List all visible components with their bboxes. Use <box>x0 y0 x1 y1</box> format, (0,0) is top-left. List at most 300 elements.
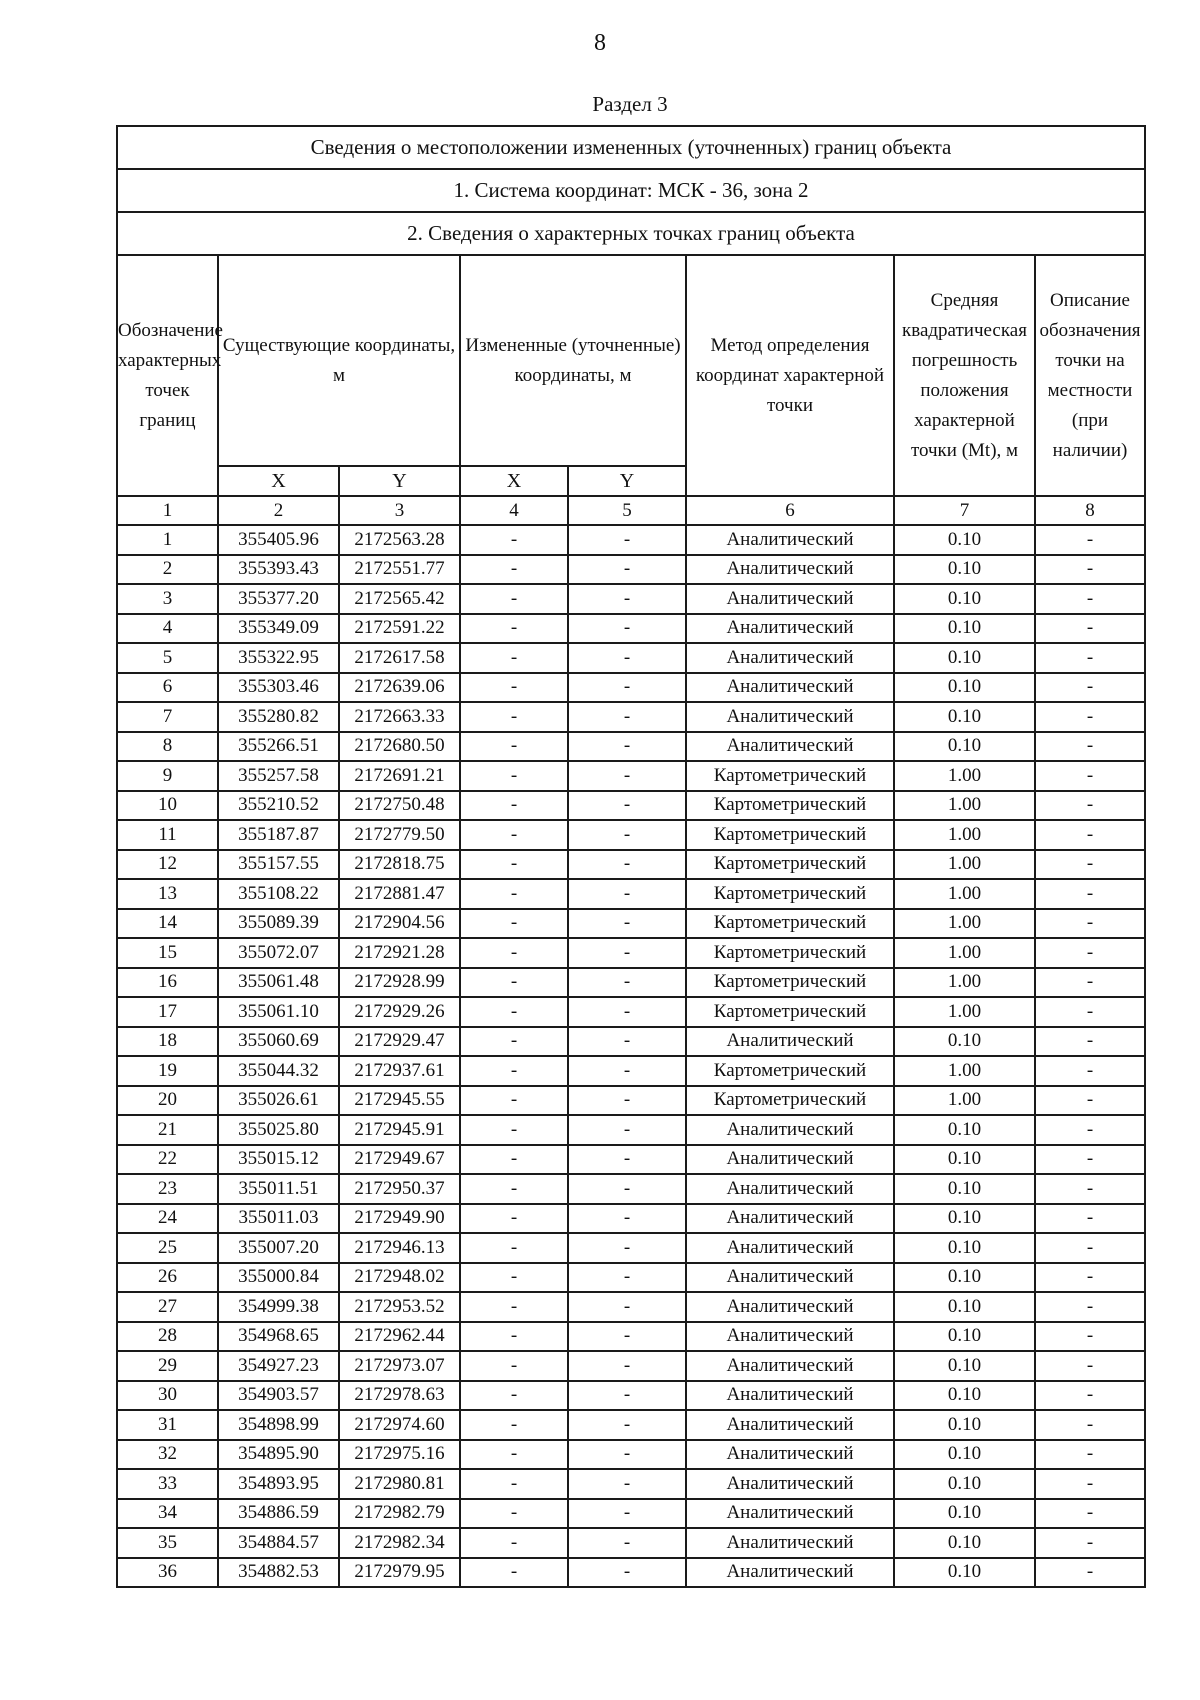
column-number: 5 <box>568 496 686 525</box>
point-number-cell: 30 <box>117 1381 218 1411</box>
point-number-cell: 19 <box>117 1056 218 1086</box>
changed-x-cell: - <box>460 1086 568 1116</box>
changed-x-cell: - <box>460 555 568 585</box>
changed-x-cell: - <box>460 1056 568 1086</box>
error-mt-cell: 0.10 <box>894 1469 1035 1499</box>
error-mt-cell: 0.10 <box>894 1027 1035 1057</box>
description-cell: - <box>1035 1263 1145 1293</box>
point-number-cell: 20 <box>117 1086 218 1116</box>
table-row <box>117 643 1145 673</box>
point-number-cell: 32 <box>117 1440 218 1470</box>
table-row <box>117 1528 1145 1558</box>
table-row <box>117 584 1145 614</box>
method-cell: Аналитический <box>686 1174 894 1204</box>
error-mt-cell: 0.10 <box>894 1410 1035 1440</box>
description-cell: - <box>1035 1351 1145 1381</box>
changed-y-cell: - <box>568 968 686 998</box>
error-mt-cell: 1.00 <box>894 909 1035 939</box>
error-mt-cell: 0.10 <box>894 1558 1035 1588</box>
point-number-cell: 16 <box>117 968 218 998</box>
description-cell: - <box>1035 1233 1145 1263</box>
point-number-cell: 22 <box>117 1145 218 1175</box>
existing-x-cell: 355157.55 <box>218 850 339 880</box>
description-cell: - <box>1035 525 1145 555</box>
point-number-cell: 1 <box>117 525 218 555</box>
changed-y-cell: - <box>568 1292 686 1322</box>
error-mt-cell: 0.10 <box>894 1528 1035 1558</box>
method-cell: Аналитический <box>686 1027 894 1057</box>
section-title: Раздел 3 <box>592 92 668 116</box>
table-row <box>117 1381 1145 1411</box>
error-mt-cell: 0.10 <box>894 1322 1035 1352</box>
point-number-cell: 35 <box>117 1528 218 1558</box>
header-changed-coords: Измененные (уточненные) координаты, м <box>460 255 686 466</box>
description-cell: - <box>1035 1410 1145 1440</box>
method-cell: Картометрический <box>686 1056 894 1086</box>
error-mt-cell: 0.10 <box>894 1204 1035 1234</box>
error-mt-cell: 0.10 <box>894 584 1035 614</box>
existing-x-cell: 355187.87 <box>218 820 339 850</box>
error-mt-cell: 0.10 <box>894 732 1035 762</box>
method-cell: Аналитический <box>686 1469 894 1499</box>
method-cell: Аналитический <box>686 702 894 732</box>
method-cell: Аналитический <box>686 1322 894 1352</box>
changed-y-cell: - <box>568 1233 686 1263</box>
method-cell: Аналитический <box>686 1263 894 1293</box>
changed-x-cell: - <box>460 820 568 850</box>
existing-x-cell: 355349.09 <box>218 614 339 644</box>
changed-x-cell: - <box>460 1027 568 1057</box>
error-mt-cell: 1.00 <box>894 850 1035 880</box>
point-number-cell: 13 <box>117 879 218 909</box>
changed-x-cell: - <box>460 702 568 732</box>
existing-y-cell: 2172973.07 <box>339 1351 460 1381</box>
existing-y-cell: 2172680.50 <box>339 732 460 762</box>
error-mt-cell: 0.10 <box>894 1499 1035 1529</box>
point-number-cell: 21 <box>117 1115 218 1145</box>
description-cell: - <box>1035 761 1145 791</box>
error-mt-cell: 0.10 <box>894 1292 1035 1322</box>
column-number: 2 <box>218 496 339 525</box>
description-cell: - <box>1035 938 1145 968</box>
description-cell: - <box>1035 1528 1145 1558</box>
error-mt-cell: 0.10 <box>894 1174 1035 1204</box>
method-cell: Аналитический <box>686 1528 894 1558</box>
changed-x-cell: - <box>460 643 568 673</box>
existing-y-cell: 2172982.79 <box>339 1499 460 1529</box>
method-cell: Аналитический <box>686 614 894 644</box>
changed-y-cell: - <box>568 673 686 703</box>
column-number: 8 <box>1035 496 1145 525</box>
table-row <box>117 909 1145 939</box>
existing-x-cell: 355060.69 <box>218 1027 339 1057</box>
table-row <box>117 938 1145 968</box>
error-mt-cell: 1.00 <box>894 1056 1035 1086</box>
existing-x-cell: 355266.51 <box>218 732 339 762</box>
table-row <box>117 673 1145 703</box>
description-cell: - <box>1035 732 1145 762</box>
method-cell: Аналитический <box>686 732 894 762</box>
point-number-cell: 8 <box>117 732 218 762</box>
table-row <box>117 997 1145 1027</box>
error-mt-cell: 0.10 <box>894 525 1035 555</box>
changed-y-cell: - <box>568 1263 686 1293</box>
method-cell: Аналитический <box>686 1292 894 1322</box>
existing-y-cell: 2172979.95 <box>339 1558 460 1588</box>
boundary-points-table <box>116 125 1146 1588</box>
point-number-cell: 5 <box>117 643 218 673</box>
existing-x-cell: 354893.95 <box>218 1469 339 1499</box>
method-cell: Аналитический <box>686 525 894 555</box>
error-mt-cell: 0.10 <box>894 1351 1035 1381</box>
table-row <box>117 1469 1145 1499</box>
description-cell: - <box>1035 1499 1145 1529</box>
method-cell: Картометрический <box>686 909 894 939</box>
changed-x-cell: - <box>460 1558 568 1588</box>
description-cell: - <box>1035 1558 1145 1588</box>
table-row <box>117 1027 1145 1057</box>
existing-x-cell: 355025.80 <box>218 1115 339 1145</box>
error-mt-cell: 0.10 <box>894 555 1035 585</box>
existing-y-cell: 2172978.63 <box>339 1381 460 1411</box>
existing-x-cell: 355015.12 <box>218 1145 339 1175</box>
changed-y-cell: - <box>568 702 686 732</box>
changed-y-cell: - <box>568 1027 686 1057</box>
description-cell: - <box>1035 673 1145 703</box>
column-number: 7 <box>894 496 1035 525</box>
method-cell: Аналитический <box>686 1410 894 1440</box>
column-number-row <box>117 496 1145 525</box>
existing-x-cell: 355026.61 <box>218 1086 339 1116</box>
existing-x-cell: 355011.03 <box>218 1204 339 1234</box>
existing-y-cell: 2172881.47 <box>339 879 460 909</box>
column-number: 4 <box>460 496 568 525</box>
existing-x-cell: 355377.20 <box>218 584 339 614</box>
existing-y-cell: 2172921.28 <box>339 938 460 968</box>
point-number-cell: 6 <box>117 673 218 703</box>
changed-y-cell: - <box>568 1558 686 1588</box>
existing-x-cell: 355011.51 <box>218 1174 339 1204</box>
error-mt-cell: 1.00 <box>894 1086 1035 1116</box>
existing-y-cell: 2172975.16 <box>339 1440 460 1470</box>
changed-y-cell: - <box>568 643 686 673</box>
method-cell: Аналитический <box>686 584 894 614</box>
changed-y-cell: - <box>568 761 686 791</box>
existing-x-cell: 355280.82 <box>218 702 339 732</box>
existing-y-cell: 2172617.58 <box>339 643 460 673</box>
changed-x-cell: - <box>460 1440 568 1470</box>
changed-y-cell: - <box>568 1351 686 1381</box>
existing-x-cell: 355108.22 <box>218 879 339 909</box>
header-existing-x: X <box>218 466 339 496</box>
existing-x-cell: 355303.46 <box>218 673 339 703</box>
changed-x-cell: - <box>460 614 568 644</box>
changed-y-cell: - <box>568 1528 686 1558</box>
changed-x-cell: - <box>460 732 568 762</box>
header-changed-x: X <box>460 466 568 496</box>
changed-x-cell: - <box>460 1204 568 1234</box>
method-cell: Аналитический <box>686 1204 894 1234</box>
existing-y-cell: 2172980.81 <box>339 1469 460 1499</box>
table-row <box>117 1204 1145 1234</box>
changed-x-cell: - <box>460 997 568 1027</box>
table-row <box>117 732 1145 762</box>
changed-y-cell: - <box>568 1410 686 1440</box>
existing-y-cell: 2172937.61 <box>339 1056 460 1086</box>
changed-x-cell: - <box>460 968 568 998</box>
existing-y-cell: 2172591.22 <box>339 614 460 644</box>
existing-y-cell: 2172945.91 <box>339 1115 460 1145</box>
description-cell: - <box>1035 1322 1145 1352</box>
description-cell: - <box>1035 1469 1145 1499</box>
method-cell: Картометрический <box>686 879 894 909</box>
changed-x-cell: - <box>460 525 568 555</box>
error-mt-cell: 1.00 <box>894 997 1035 1027</box>
existing-x-cell: 354999.38 <box>218 1292 339 1322</box>
error-mt-cell: 0.10 <box>894 1145 1035 1175</box>
changed-x-cell: - <box>460 584 568 614</box>
description-cell: - <box>1035 643 1145 673</box>
changed-x-cell: - <box>460 850 568 880</box>
error-mt-cell: 0.10 <box>894 614 1035 644</box>
existing-x-cell: 355210.52 <box>218 791 339 821</box>
description-cell: - <box>1035 1115 1145 1145</box>
changed-x-cell: - <box>460 909 568 939</box>
changed-x-cell: - <box>460 1233 568 1263</box>
point-number-cell: 25 <box>117 1233 218 1263</box>
method-cell: Аналитический <box>686 1558 894 1588</box>
changed-y-cell: - <box>568 584 686 614</box>
description-cell: - <box>1035 909 1145 939</box>
description-cell: - <box>1035 791 1145 821</box>
changed-y-cell: - <box>568 1469 686 1499</box>
method-cell: Аналитический <box>686 1381 894 1411</box>
table-row <box>117 614 1145 644</box>
existing-y-cell: 2172946.13 <box>339 1233 460 1263</box>
table-row <box>117 1263 1145 1293</box>
description-cell: - <box>1035 1145 1145 1175</box>
point-number-cell: 34 <box>117 1499 218 1529</box>
error-mt-cell: 1.00 <box>894 879 1035 909</box>
existing-y-cell: 2172565.42 <box>339 584 460 614</box>
table-row <box>117 850 1145 880</box>
existing-y-cell: 2172974.60 <box>339 1410 460 1440</box>
error-mt-cell: 1.00 <box>894 820 1035 850</box>
point-number-cell: 17 <box>117 997 218 1027</box>
table-title: Сведения о местоположении измененных (уточненных) границ объекта <box>117 126 1145 169</box>
point-number-cell: 9 <box>117 761 218 791</box>
changed-x-cell: - <box>460 761 568 791</box>
table-row <box>117 1056 1145 1086</box>
existing-x-cell: 354898.99 <box>218 1410 339 1440</box>
description-cell: - <box>1035 997 1145 1027</box>
changed-y-cell: - <box>568 1204 686 1234</box>
point-number-cell: 36 <box>117 1558 218 1588</box>
point-number-cell: 33 <box>117 1469 218 1499</box>
table-row <box>117 761 1145 791</box>
changed-x-cell: - <box>460 1410 568 1440</box>
error-mt-cell: 1.00 <box>894 761 1035 791</box>
changed-y-cell: - <box>568 1115 686 1145</box>
description-cell: - <box>1035 1204 1145 1234</box>
point-number-cell: 15 <box>117 938 218 968</box>
existing-y-cell: 2172563.28 <box>339 525 460 555</box>
changed-y-cell: - <box>568 1322 686 1352</box>
method-cell: Картометрический <box>686 1086 894 1116</box>
error-mt-cell: 0.10 <box>894 673 1035 703</box>
existing-y-cell: 2172950.37 <box>339 1174 460 1204</box>
description-cell: - <box>1035 702 1145 732</box>
method-cell: Картометрический <box>686 997 894 1027</box>
method-cell: Аналитический <box>686 1145 894 1175</box>
description-cell: - <box>1035 1027 1145 1057</box>
existing-y-cell: 2172945.55 <box>339 1086 460 1116</box>
method-cell: Аналитический <box>686 1440 894 1470</box>
existing-x-cell: 354884.57 <box>218 1528 339 1558</box>
table-row <box>117 791 1145 821</box>
error-mt-cell: 0.10 <box>894 1381 1035 1411</box>
changed-y-cell: - <box>568 525 686 555</box>
table-body <box>117 525 1145 1587</box>
existing-x-cell: 355007.20 <box>218 1233 339 1263</box>
table-row <box>117 968 1145 998</box>
point-number-cell: 7 <box>117 702 218 732</box>
changed-y-cell: - <box>568 850 686 880</box>
point-number-cell: 12 <box>117 850 218 880</box>
description-cell: - <box>1035 1440 1145 1470</box>
method-cell: Картометрический <box>686 938 894 968</box>
changed-x-cell: - <box>460 791 568 821</box>
page-number: 8 <box>594 30 606 56</box>
table-row <box>117 1115 1145 1145</box>
existing-x-cell: 354903.57 <box>218 1381 339 1411</box>
existing-x-cell: 355089.39 <box>218 909 339 939</box>
existing-y-cell: 2172953.52 <box>339 1292 460 1322</box>
header-method: Метод определения координат характерной точки <box>686 255 894 496</box>
table-row <box>117 1351 1145 1381</box>
error-mt-cell: 1.00 <box>894 968 1035 998</box>
error-mt-cell: 0.10 <box>894 702 1035 732</box>
changed-y-cell: - <box>568 879 686 909</box>
changed-x-cell: - <box>460 1351 568 1381</box>
point-number-cell: 26 <box>117 1263 218 1293</box>
description-cell: - <box>1035 850 1145 880</box>
point-number-cell: 31 <box>117 1410 218 1440</box>
method-cell: Аналитический <box>686 1233 894 1263</box>
existing-x-cell: 354882.53 <box>218 1558 339 1588</box>
point-number-cell: 29 <box>117 1351 218 1381</box>
changed-y-cell: - <box>568 1440 686 1470</box>
table-row <box>117 820 1145 850</box>
changed-y-cell: - <box>568 1086 686 1116</box>
point-number-cell: 10 <box>117 791 218 821</box>
description-cell: - <box>1035 1086 1145 1116</box>
error-mt-cell: 1.00 <box>894 791 1035 821</box>
description-cell: - <box>1035 820 1145 850</box>
column-number: 6 <box>686 496 894 525</box>
point-number-cell: 24 <box>117 1204 218 1234</box>
existing-y-cell: 2172551.77 <box>339 555 460 585</box>
changed-y-cell: - <box>568 909 686 939</box>
header-designation: Обозначение характерных точек границ <box>117 255 218 496</box>
changed-y-cell: - <box>568 791 686 821</box>
existing-y-cell: 2172779.50 <box>339 820 460 850</box>
method-cell: Картометрический <box>686 791 894 821</box>
table-row <box>117 1322 1145 1352</box>
table-row <box>117 1440 1145 1470</box>
table-row <box>117 1558 1145 1588</box>
method-cell: Аналитический <box>686 1351 894 1381</box>
existing-x-cell: 355000.84 <box>218 1263 339 1293</box>
changed-x-cell: - <box>460 1292 568 1322</box>
point-number-cell: 2 <box>117 555 218 585</box>
column-number: 1 <box>117 496 218 525</box>
method-cell: Картометрический <box>686 761 894 791</box>
changed-x-cell: - <box>460 1145 568 1175</box>
changed-x-cell: - <box>460 673 568 703</box>
changed-x-cell: - <box>460 1469 568 1499</box>
header-error: Средняя квадратическая погрешность положения характерной точки (Mt), м <box>894 255 1035 496</box>
point-number-cell: 28 <box>117 1322 218 1352</box>
error-mt-cell: 0.10 <box>894 643 1035 673</box>
table-row <box>117 1086 1145 1116</box>
points-heading: 2. Сведения о характерных точках границ объекта <box>117 212 1145 255</box>
changed-x-cell: - <box>460 938 568 968</box>
table-row <box>117 702 1145 732</box>
point-number-cell: 23 <box>117 1174 218 1204</box>
existing-y-cell: 2172904.56 <box>339 909 460 939</box>
method-cell: Аналитический <box>686 555 894 585</box>
changed-y-cell: - <box>568 820 686 850</box>
changed-y-cell: - <box>568 614 686 644</box>
table-row <box>117 879 1145 909</box>
point-number-cell: 14 <box>117 909 218 939</box>
changed-x-cell: - <box>460 1381 568 1411</box>
existing-y-cell: 2172639.06 <box>339 673 460 703</box>
existing-y-cell: 2172948.02 <box>339 1263 460 1293</box>
existing-y-cell: 2172949.90 <box>339 1204 460 1234</box>
table-row <box>117 1410 1145 1440</box>
existing-y-cell: 2172691.21 <box>339 761 460 791</box>
changed-y-cell: - <box>568 1499 686 1529</box>
description-cell: - <box>1035 555 1145 585</box>
changed-y-cell: - <box>568 1145 686 1175</box>
existing-x-cell: 355072.07 <box>218 938 339 968</box>
changed-y-cell: - <box>568 938 686 968</box>
coordinate-system: 1. Система координат: МСК - 36, зона 2 <box>117 169 1145 212</box>
error-mt-cell: 1.00 <box>894 938 1035 968</box>
method-cell: Аналитический <box>686 673 894 703</box>
error-mt-cell: 0.10 <box>894 1115 1035 1145</box>
existing-y-cell: 2172818.75 <box>339 850 460 880</box>
changed-y-cell: - <box>568 1056 686 1086</box>
table-row <box>117 555 1145 585</box>
header-changed-y: Y <box>568 466 686 496</box>
header-existing-coords: Существующие координаты, м <box>218 255 460 466</box>
changed-y-cell: - <box>568 1174 686 1204</box>
changed-x-cell: - <box>460 879 568 909</box>
table-row <box>117 1145 1145 1175</box>
method-cell: Картометрический <box>686 820 894 850</box>
method-cell: Картометрический <box>686 968 894 998</box>
description-cell: - <box>1035 1292 1145 1322</box>
existing-y-cell: 2172928.99 <box>339 968 460 998</box>
existing-x-cell: 355322.95 <box>218 643 339 673</box>
changed-x-cell: - <box>460 1528 568 1558</box>
changed-y-cell: - <box>568 732 686 762</box>
existing-x-cell: 355061.10 <box>218 997 339 1027</box>
header-description: Описание обозначения точки на местности (при наличии) <box>1035 255 1145 496</box>
